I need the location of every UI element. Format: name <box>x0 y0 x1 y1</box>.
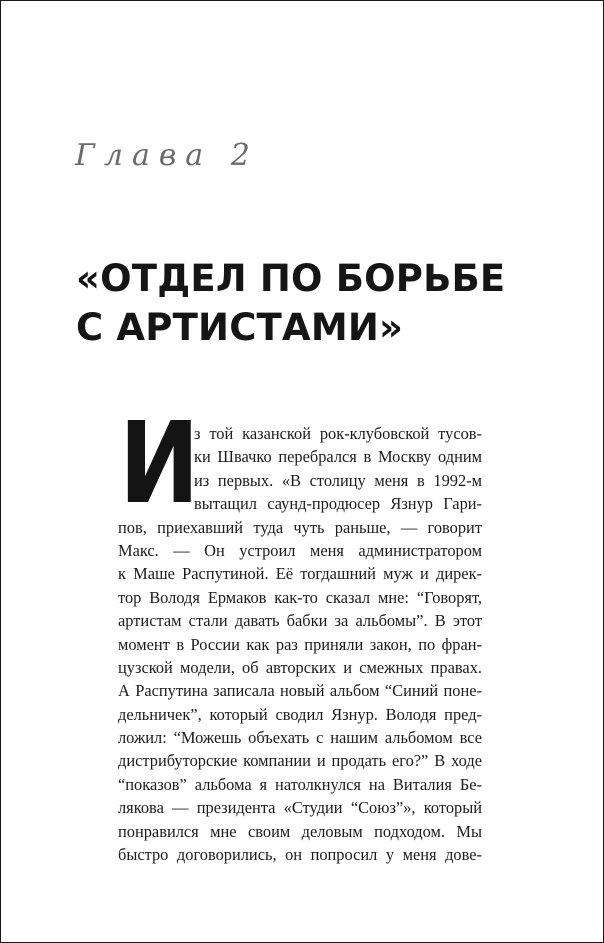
chapter-label: Глава 2 <box>75 138 259 173</box>
chapter-title-line-2: С АРТИСТАМИ» <box>76 306 404 349</box>
body-line: пов, приехавший туда чуть раньше, — говорит <box>118 517 482 537</box>
body-line: ложил: “Можешь объехать с нашим альбомом все <box>118 728 482 748</box>
body-line: к Маше Распутиной. Её тогдашний муж и дирек- <box>118 564 482 584</box>
chapter-title-line-1: «ОТДЕЛ ПО БОРЬБЕ <box>76 257 506 300</box>
body-paragraph <box>118 399 482 866</box>
chapter-title <box>76 254 505 352</box>
body-line: вытащил саунд-продюсер Язнур Гари- <box>194 494 482 514</box>
body-line: Макс. — Он устроил меня администратором <box>118 540 482 560</box>
body-line: дистрибуторские компании и продать его?” В ходе <box>118 751 482 771</box>
body-line: дельничек”, который сводил Язнур. Володя пред- <box>118 704 482 724</box>
body-line: из первых. «В столицу меня в 1992-м <box>194 470 482 490</box>
body-line: тор Володя Ермаков как-то сказал мне: “Говорят, <box>118 587 482 607</box>
body-line: цузской модели, об авторских и смежных правах. <box>118 657 482 677</box>
body-line: понравился мне своим деловым подходом. Мы <box>118 821 482 841</box>
body-line: лякова — президента «Студии “Союз”», который <box>118 798 482 818</box>
body-line: А Распутина записала новый альбом “Синий поне- <box>118 681 482 701</box>
body-line: ки Швачко перебрался в Москву одним <box>194 447 482 467</box>
body-line: момент в России как раз приняли закон, по фран- <box>118 634 482 654</box>
body-line: з той казанской рок-клубовской тусов- <box>194 424 482 443</box>
body-line: артистам стали давать бабки за альбомы”. В этот <box>118 611 482 631</box>
body-line: быстро договорились, он попросил у меня дове- <box>118 845 482 865</box>
drop-cap: И <box>119 399 200 529</box>
body-line: “показов” альбома я натолкнулся на Виталия Бе- <box>118 774 482 794</box>
